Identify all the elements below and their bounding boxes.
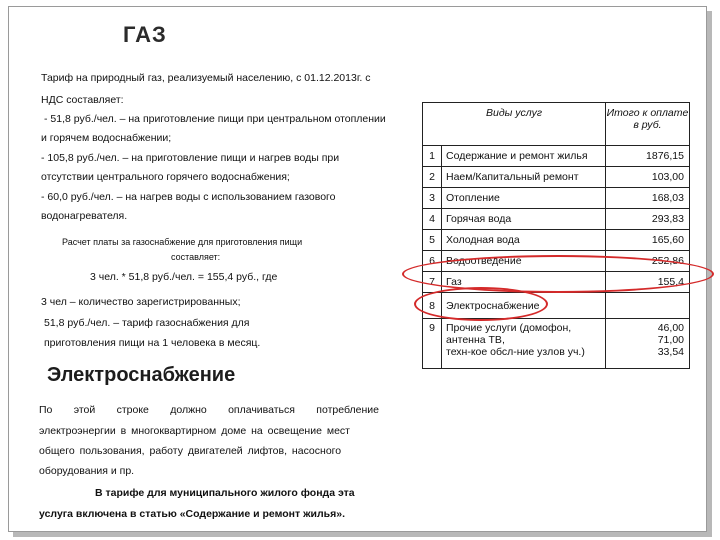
row-value: [606, 319, 690, 369]
row-number: 1: [423, 146, 442, 167]
table-row: [423, 167, 690, 188]
services-table: [422, 102, 690, 369]
row-service: Электроснабжение: [442, 293, 606, 319]
row-value: 168,03: [606, 188, 690, 209]
gas-tariff-line: отсутствии центрального горячего водоснабжения;: [41, 171, 290, 183]
row-value-line: 46,00: [657, 322, 684, 334]
gas-tariff-line: - 51,8 руб./чел. – на приготовление пищи при центральном отоплении: [44, 113, 386, 125]
row-number: 3: [423, 188, 442, 209]
word: этой: [73, 404, 96, 416]
calc-heading: Расчет платы за газоснабжение для приготовления пищи: [62, 237, 303, 247]
table-row: [423, 146, 690, 167]
row-value: 103,00: [606, 167, 690, 188]
calc-note: 51,8 руб./чел. – тариф газоснабжения для: [44, 317, 250, 329]
section-heading: Электроснабжение: [47, 364, 236, 386]
row-service-line: Прочие услуги (домофон,: [446, 322, 572, 334]
word: оплачиваться: [228, 404, 295, 416]
calc-formula: 3 чел. * 51,8 руб./чел. = 155,4 руб., где: [90, 271, 278, 283]
highlight-oval: [414, 287, 548, 321]
page-title: ГАЗ: [123, 22, 167, 47]
row-service-line: техн-кое обсл-ние узлов уч.): [446, 346, 585, 358]
row-number: 9: [423, 319, 442, 369]
electricity-paragraph-line: [39, 404, 379, 416]
row-service: Газ: [442, 272, 606, 293]
electricity-note-line: услуга включена в статью «Содержание и ремонт жилья».: [39, 508, 345, 520]
row-service-line: антенна ТВ,: [446, 334, 505, 346]
row-service: Водоотведение: [442, 251, 606, 272]
header-total: Итого к оплате в руб.: [606, 103, 690, 146]
row-service: Отопление: [442, 188, 606, 209]
electricity-paragraph-line: электроэнергии в многоквартирном доме на освещение мест: [39, 425, 350, 437]
row-number: 5: [423, 230, 442, 251]
electricity-paragraph-line: оборудования и пр.: [39, 465, 135, 477]
word: потребление: [316, 404, 379, 416]
row-service: Наем/Капитальный ремонт: [442, 167, 606, 188]
row-number: 7: [423, 272, 442, 293]
row-value-line: 33,54: [657, 346, 684, 358]
calc-heading: составляет:: [171, 252, 221, 262]
word: должно: [170, 404, 207, 416]
calc-note: приготовления пищи на 1 человека в месяц.: [44, 337, 261, 349]
row-service: Холодная вода: [442, 230, 606, 251]
row-value: 293,83: [606, 209, 690, 230]
row-value: 155,4: [606, 272, 690, 293]
table-row: [423, 319, 690, 369]
word: По: [39, 404, 53, 416]
row-value: 165,60: [606, 230, 690, 251]
row-value-line: 71,00: [657, 334, 684, 346]
row-value: 1876,15: [606, 146, 690, 167]
highlight-oval: [402, 255, 714, 293]
electricity-paragraph-line: общего пользования, работу двигателей лифтов, насосного: [39, 445, 342, 457]
gas-tariff-line: - 105,8 руб./чел. – на приготовление пищи и нагрев воды при: [41, 152, 340, 164]
gas-tariff-line: Тариф на природный газ, реализуемый населению, с 01.12.2013г. с: [41, 72, 371, 84]
table-row: [423, 209, 690, 230]
row-number: 8: [423, 293, 442, 319]
row-service: Горячая вода: [442, 209, 606, 230]
gas-tariff-line: - 60,0 руб./чел. – на нагрев воды с использованием газового: [41, 191, 336, 203]
row-number: 2: [423, 167, 442, 188]
header-services: Виды услуг: [423, 103, 606, 146]
electricity-note-line: В тарифе для муниципального жилого фонда эта: [95, 487, 355, 499]
row-number: 6: [423, 251, 442, 272]
gas-tariff-line: и горячем водоснабжении;: [41, 132, 172, 144]
row-value: 252,86: [606, 251, 690, 272]
row-service: [442, 319, 606, 369]
word: строке: [116, 404, 149, 416]
gas-tariff-line: НДС составляет:: [41, 94, 124, 106]
gas-tariff-line: водонагревателя.: [41, 210, 128, 222]
row-service: Содержание и ремонт жилья: [442, 146, 606, 167]
table-row: [423, 230, 690, 251]
calc-note: 3 чел – количество зарегистрированных;: [41, 296, 241, 308]
table-row: [423, 188, 690, 209]
row-number: 4: [423, 209, 442, 230]
row-value: [606, 293, 690, 319]
